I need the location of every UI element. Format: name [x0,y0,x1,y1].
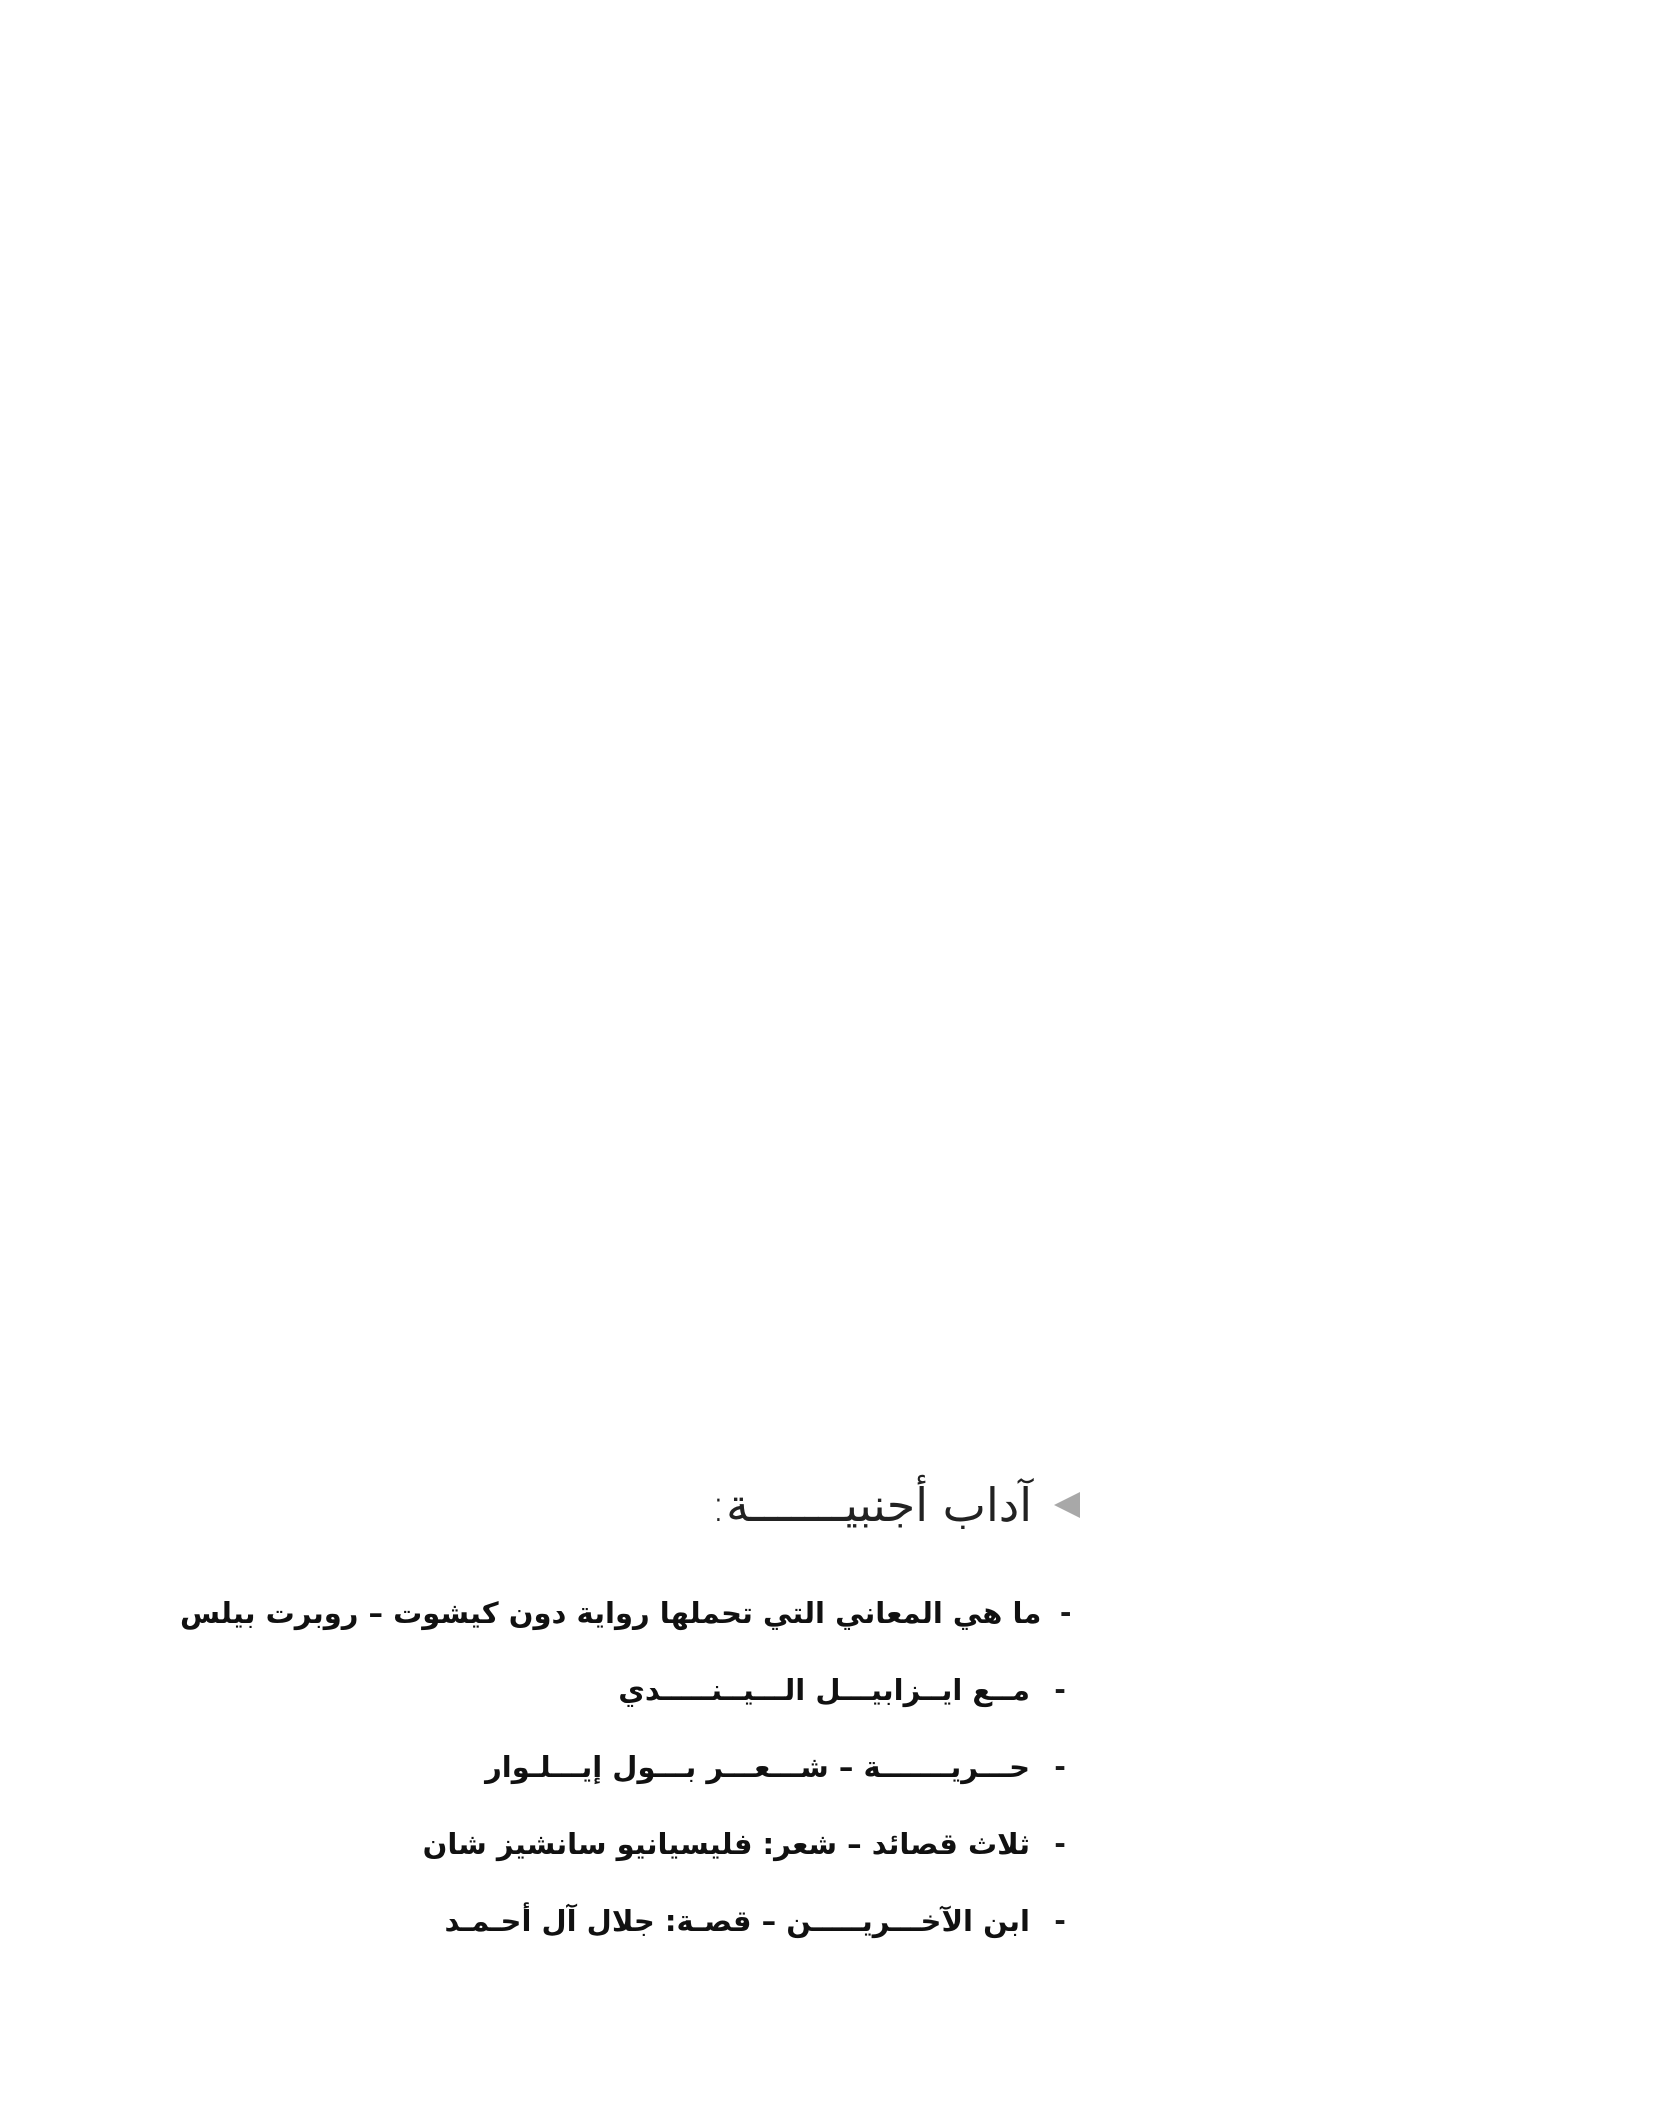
triangle-pointer-icon [1054,1492,1080,1518]
list-item-text: حـــريـــــــة – شـــعـــر بـــول إيـــلـوار [485,1749,1030,1784]
list-dash: - [1054,1673,1066,1706]
list-item-text: مــع ايــزابيـــل الـــيــنـــــدي [618,1672,1030,1707]
list-item [180,1651,1080,1728]
list-item [180,1882,1080,1959]
list-item-text: ما هي المعاني التي تحملها رواية دون كيشوت – روبرت بيلس [180,1595,1042,1630]
section-title: آداب أجنبيـــــــة: [710,1478,1032,1532]
contents-list [180,1574,1080,1959]
list-item [180,1728,1080,1805]
list-dash: - [1054,1827,1066,1860]
list-dash: - [1054,1904,1066,1937]
foreign-literature-section [180,1470,1080,1959]
list-item-text: ثلاث قصائد – شعر: فليسيانيو سانشيز شان [422,1826,1030,1861]
list-item [180,1574,1080,1651]
section-header [180,1470,1080,1540]
list-dash: - [1059,1596,1072,1629]
list-dash: - [1054,1750,1066,1783]
list-item-text: ابن الآخـــريـــــن – قصـة: جلال آل أحـمـد [444,1903,1030,1938]
list-item [180,1805,1080,1882]
